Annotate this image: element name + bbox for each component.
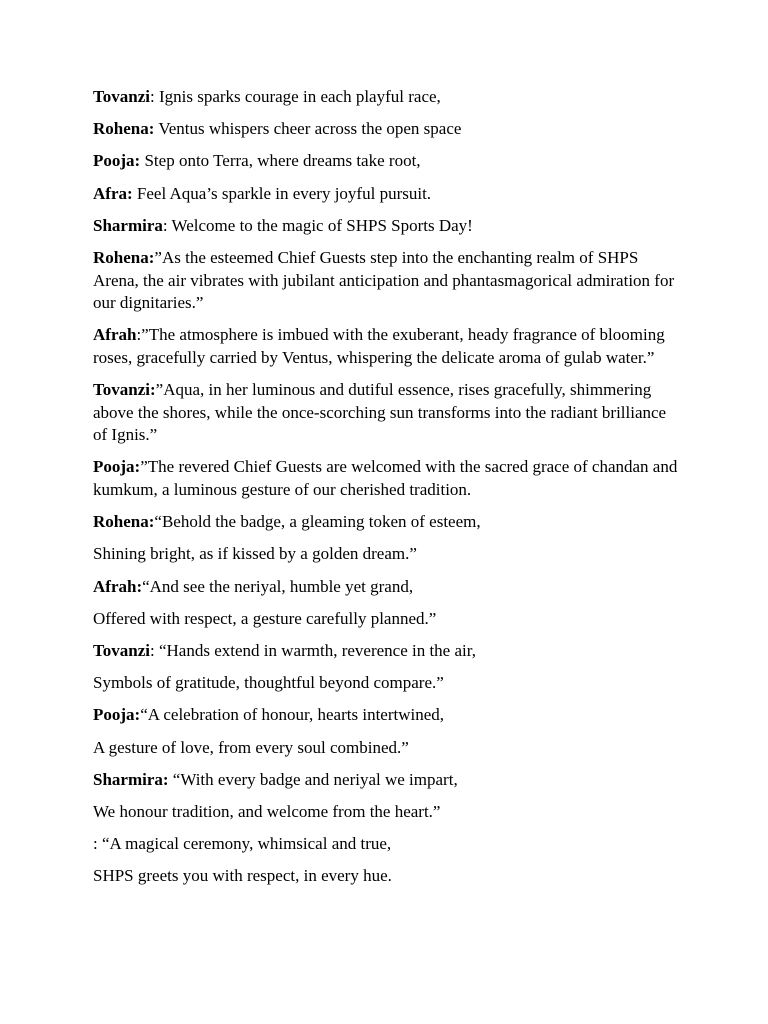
line-text: :”The atmosphere is imbued with the exuberant, heady fragrance of blooming roses, gracefully carried by Ventus, whispering the delicate aroma of gulab water.” bbox=[93, 325, 665, 367]
script-line bbox=[93, 379, 683, 447]
script-line bbox=[93, 737, 683, 760]
line-text: : “Hands extend in warmth, reverence in the air, bbox=[150, 641, 476, 660]
speaker-name: Rohena: bbox=[93, 512, 155, 532]
speaker-name: Rohena: bbox=[93, 119, 155, 139]
speaker-name: Sharmira: bbox=[93, 769, 169, 789]
script-line bbox=[93, 704, 683, 727]
line-text: Step onto Terra, where dreams take root, bbox=[140, 151, 421, 171]
script-line bbox=[93, 865, 683, 888]
script-line bbox=[93, 576, 683, 599]
script-line bbox=[93, 247, 683, 315]
speaker-name: Tovanzi: bbox=[93, 380, 156, 400]
script-line bbox=[93, 183, 683, 206]
document-page bbox=[93, 86, 683, 898]
script-line bbox=[93, 150, 683, 173]
speaker-name: Sharmira bbox=[93, 215, 163, 235]
line-text: Ventus whispers cheer across the open space bbox=[154, 119, 462, 139]
speaker-name: Afrah: bbox=[93, 576, 143, 596]
line-text: : Ignis sparks courage in each playful race, bbox=[150, 87, 441, 106]
line-text: : “A magical ceremony, whimsical and true, bbox=[93, 834, 392, 854]
line-text: Shining bright, as if kissed by a golden dream.” bbox=[93, 544, 417, 564]
line-text: Feel Aqua’s sparkle in every joyful pursuit. bbox=[132, 183, 432, 203]
line-text: Symbols of gratitude, thoughtful beyond compare.” bbox=[93, 673, 444, 693]
speaker-name: Pooja: bbox=[93, 151, 141, 171]
script-line bbox=[93, 86, 683, 109]
speaker-name: Pooja: bbox=[93, 705, 141, 725]
speaker-name: Tovanzi bbox=[93, 87, 151, 106]
speaker-name: Rohena: bbox=[93, 247, 155, 267]
line-text: We honour tradition, and welcome from the heart.” bbox=[93, 801, 441, 821]
script-line bbox=[93, 511, 683, 534]
script-line bbox=[93, 833, 683, 856]
line-text: “And see the neriyal, humble yet grand, bbox=[142, 576, 414, 596]
line-text: Offered with respect, a gesture carefully planned.” bbox=[93, 608, 437, 628]
speaker-name: Tovanzi bbox=[93, 641, 151, 660]
script-line bbox=[93, 640, 683, 663]
line-text: ”Aqua, in her luminous and dutiful essence, rises gracefully, shimmering above the shores, while the once-scorching sun transforms into the radiant brilliance of Ignis.” bbox=[93, 380, 667, 445]
script-line bbox=[93, 769, 683, 792]
script-line bbox=[93, 118, 683, 141]
speaker-name: Afrah bbox=[93, 325, 137, 345]
script-line bbox=[93, 324, 683, 369]
script-line bbox=[93, 672, 683, 695]
speaker-name: Pooja: bbox=[93, 457, 141, 477]
line-text: “Behold the badge, a gleaming token of esteem, bbox=[154, 512, 481, 532]
line-text: ”As the esteemed Chief Guests step into the enchanting realm of SHPS Arena, the air vibrates with jubilant anticipation and phantasmagorical admiration for our dignitaries.” bbox=[93, 247, 675, 313]
line-text: ”The revered Chief Guests are welcomed with the sacred grace of chandan and kumkum, a luminous gesture of our cherished tradition. bbox=[93, 457, 678, 500]
line-text: SHPS greets you with respect, in every hue. bbox=[93, 866, 392, 886]
line-text: A gesture of love, from every soul combined.” bbox=[93, 737, 409, 757]
script-line bbox=[93, 215, 683, 238]
script-line bbox=[93, 543, 683, 566]
script-line bbox=[93, 608, 683, 631]
speaker-name: Afra: bbox=[93, 183, 133, 203]
script-line bbox=[93, 456, 683, 501]
line-text: “A celebration of honour, hearts intertwined, bbox=[140, 705, 445, 725]
script-line bbox=[93, 801, 683, 824]
line-text: : Welcome to the magic of SHPS Sports Day! bbox=[162, 215, 473, 235]
line-text: “With every badge and neriyal we impart, bbox=[168, 769, 458, 789]
